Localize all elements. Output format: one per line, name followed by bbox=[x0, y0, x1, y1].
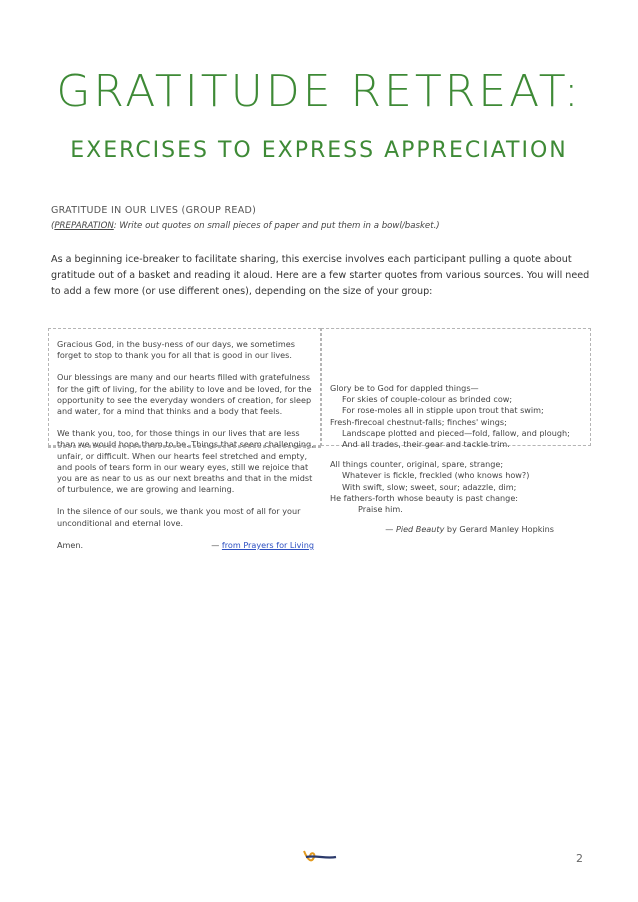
preparation-lead: PREPARATION bbox=[54, 221, 114, 231]
poem-line-11: Praise him. bbox=[358, 504, 403, 515]
poem-line-3: For rose-moles all in stipple upon trout that swim; bbox=[342, 405, 544, 416]
poem-attribution bbox=[330, 524, 584, 535]
poem-line-10: He fathers-forth whose beauty is past change: bbox=[330, 492, 519, 503]
poem-line-8: Whatever is fickle, freckled (who knows how?) bbox=[342, 470, 530, 481]
poem-line-7: All things counter, original, spare, strange; bbox=[330, 459, 504, 470]
preparation-text: : Write out quotes on small pieces of paper and put them in a bowl/basket.) bbox=[113, 221, 440, 231]
poem-quote bbox=[321, 328, 591, 535]
prayer-p2: Our blessings are many and our hearts filled with gratefulness for the gift of living, for the ability to love and be loved, for the opportunity to see the everyday wonders of creation, for sleep and water, for a mind that thinks and a body that feels. bbox=[57, 372, 312, 417]
brand-logo bbox=[298, 845, 340, 865]
poem-attrib-title: Pied Beauty bbox=[395, 524, 445, 535]
poem-attrib-prefix: — bbox=[385, 524, 396, 535]
preparation-open: ( bbox=[51, 221, 55, 231]
poem-line-2: For skies of couple-colour as brinded cow; bbox=[342, 394, 513, 405]
poem-line-4: Fresh-firecoal chestnut-falls; finches' wings; bbox=[330, 416, 507, 427]
prayer-signoff bbox=[57, 540, 314, 551]
page-title: GRATITUDE RETREAT: bbox=[56, 66, 582, 117]
section-heading: GRATITUDE IN OUR LIVES (GROUP READ) bbox=[51, 205, 257, 216]
poem-line-5: Landscape plotted and pieced—fold, fallow, and plough; bbox=[342, 427, 570, 438]
prayer-amen: Amen. bbox=[57, 539, 84, 550]
merton-quote bbox=[48, 446, 321, 448]
page-subtitle: EXERCISES TO EXPRESS APPRECIATION bbox=[70, 138, 568, 163]
prayer-p3: We thank you, too, for those things in our lives that are less than we would hope them to be. Things that seem challenging, unfair, or difficult. When our hearts feel stretched and empty, and pools of tears form in our weary eyes, still we rejoice that you are as near to us as our next breaths and that in the midst of turbulence, we are growing and learning. bbox=[57, 428, 314, 495]
page-number: 2 bbox=[576, 852, 583, 865]
prayer-p4: In the silence of our souls, we thank you most of all for your unconditional and eternal love. bbox=[57, 506, 301, 528]
preparation-note bbox=[51, 221, 591, 231]
prayer-p1: Gracious God, in the busy-ness of our days, we sometimes forget to stop to thank you for all that is good in our lives. bbox=[57, 339, 295, 361]
poem-line-9: With swift, slow; sweet, sour; adazzle, dim; bbox=[342, 481, 517, 492]
intro-paragraph: As a beginning ice-breaker to facilitate sharing, this exercise involves each participant pulling a quote about gratitude out of a basket and reading it aloud. Here are a few starter quotes from various sources. You will need to add a few more (or use different ones), depending on the size of your group: bbox=[51, 254, 590, 297]
poem-line-1: Glory be to God for dappled things— bbox=[330, 383, 479, 393]
prayers-for-living-link[interactable]: from Prayers for Living bbox=[221, 539, 314, 550]
prayer-attribution bbox=[211, 540, 314, 551]
poem-line-6: And all trades, their gear and tackle trim. bbox=[342, 439, 510, 450]
prayer-attrib-prefix: — bbox=[211, 539, 222, 550]
poem-attrib-suffix: by Gerard Manley Hopkins bbox=[444, 524, 554, 535]
prayer-quote bbox=[48, 328, 321, 550]
logo-swoosh-navy bbox=[306, 856, 336, 857]
